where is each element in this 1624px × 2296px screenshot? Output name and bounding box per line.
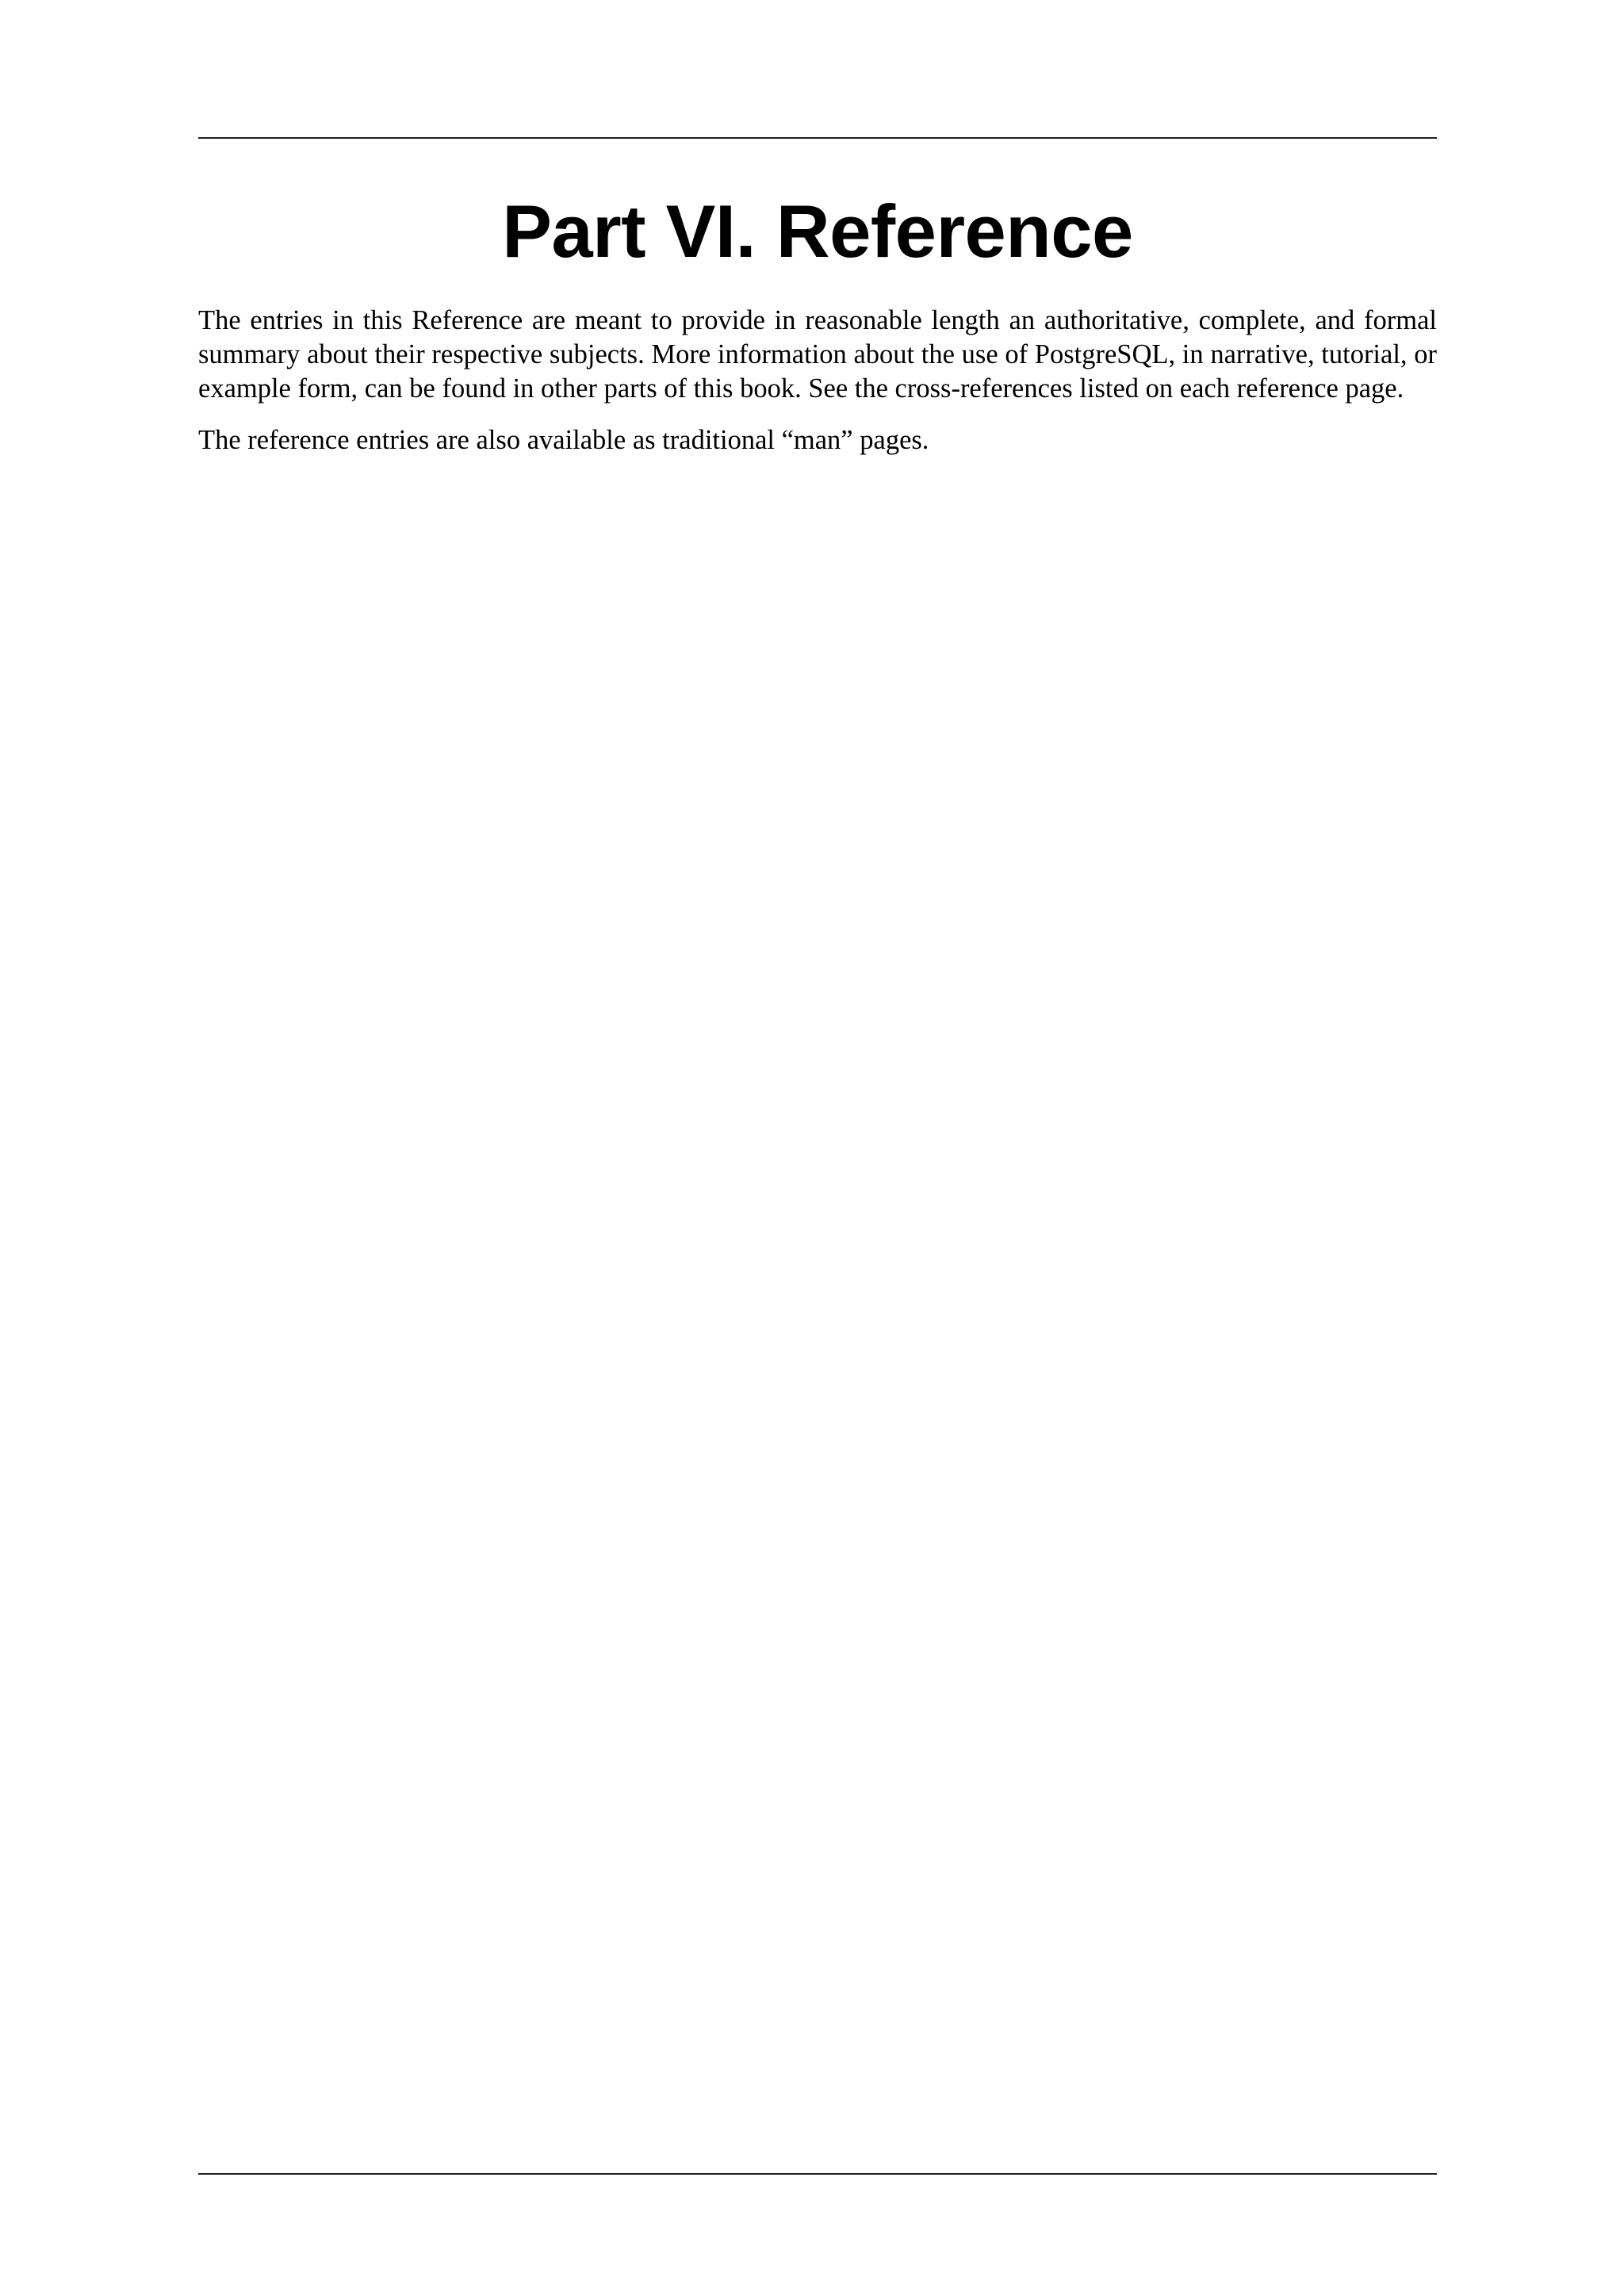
header-rule xyxy=(198,137,1437,139)
body-text xyxy=(198,304,1437,457)
man-pages-paragraph: The reference entries are also available as traditional “man” pages. xyxy=(198,425,929,455)
intro-paragraph: The entries in this Reference are meant to provide in reasonable length an authoritative, complete, and formal summary about their respective subjects. More information about the use of PostgreSQL, in narrative, tutorial, or example form, can be found in other parts of this book. See the cross-references listed on each reference page. xyxy=(198,305,1437,404)
footer-rule xyxy=(198,2173,1437,2175)
page-title: Part VI. Reference xyxy=(502,189,1133,273)
